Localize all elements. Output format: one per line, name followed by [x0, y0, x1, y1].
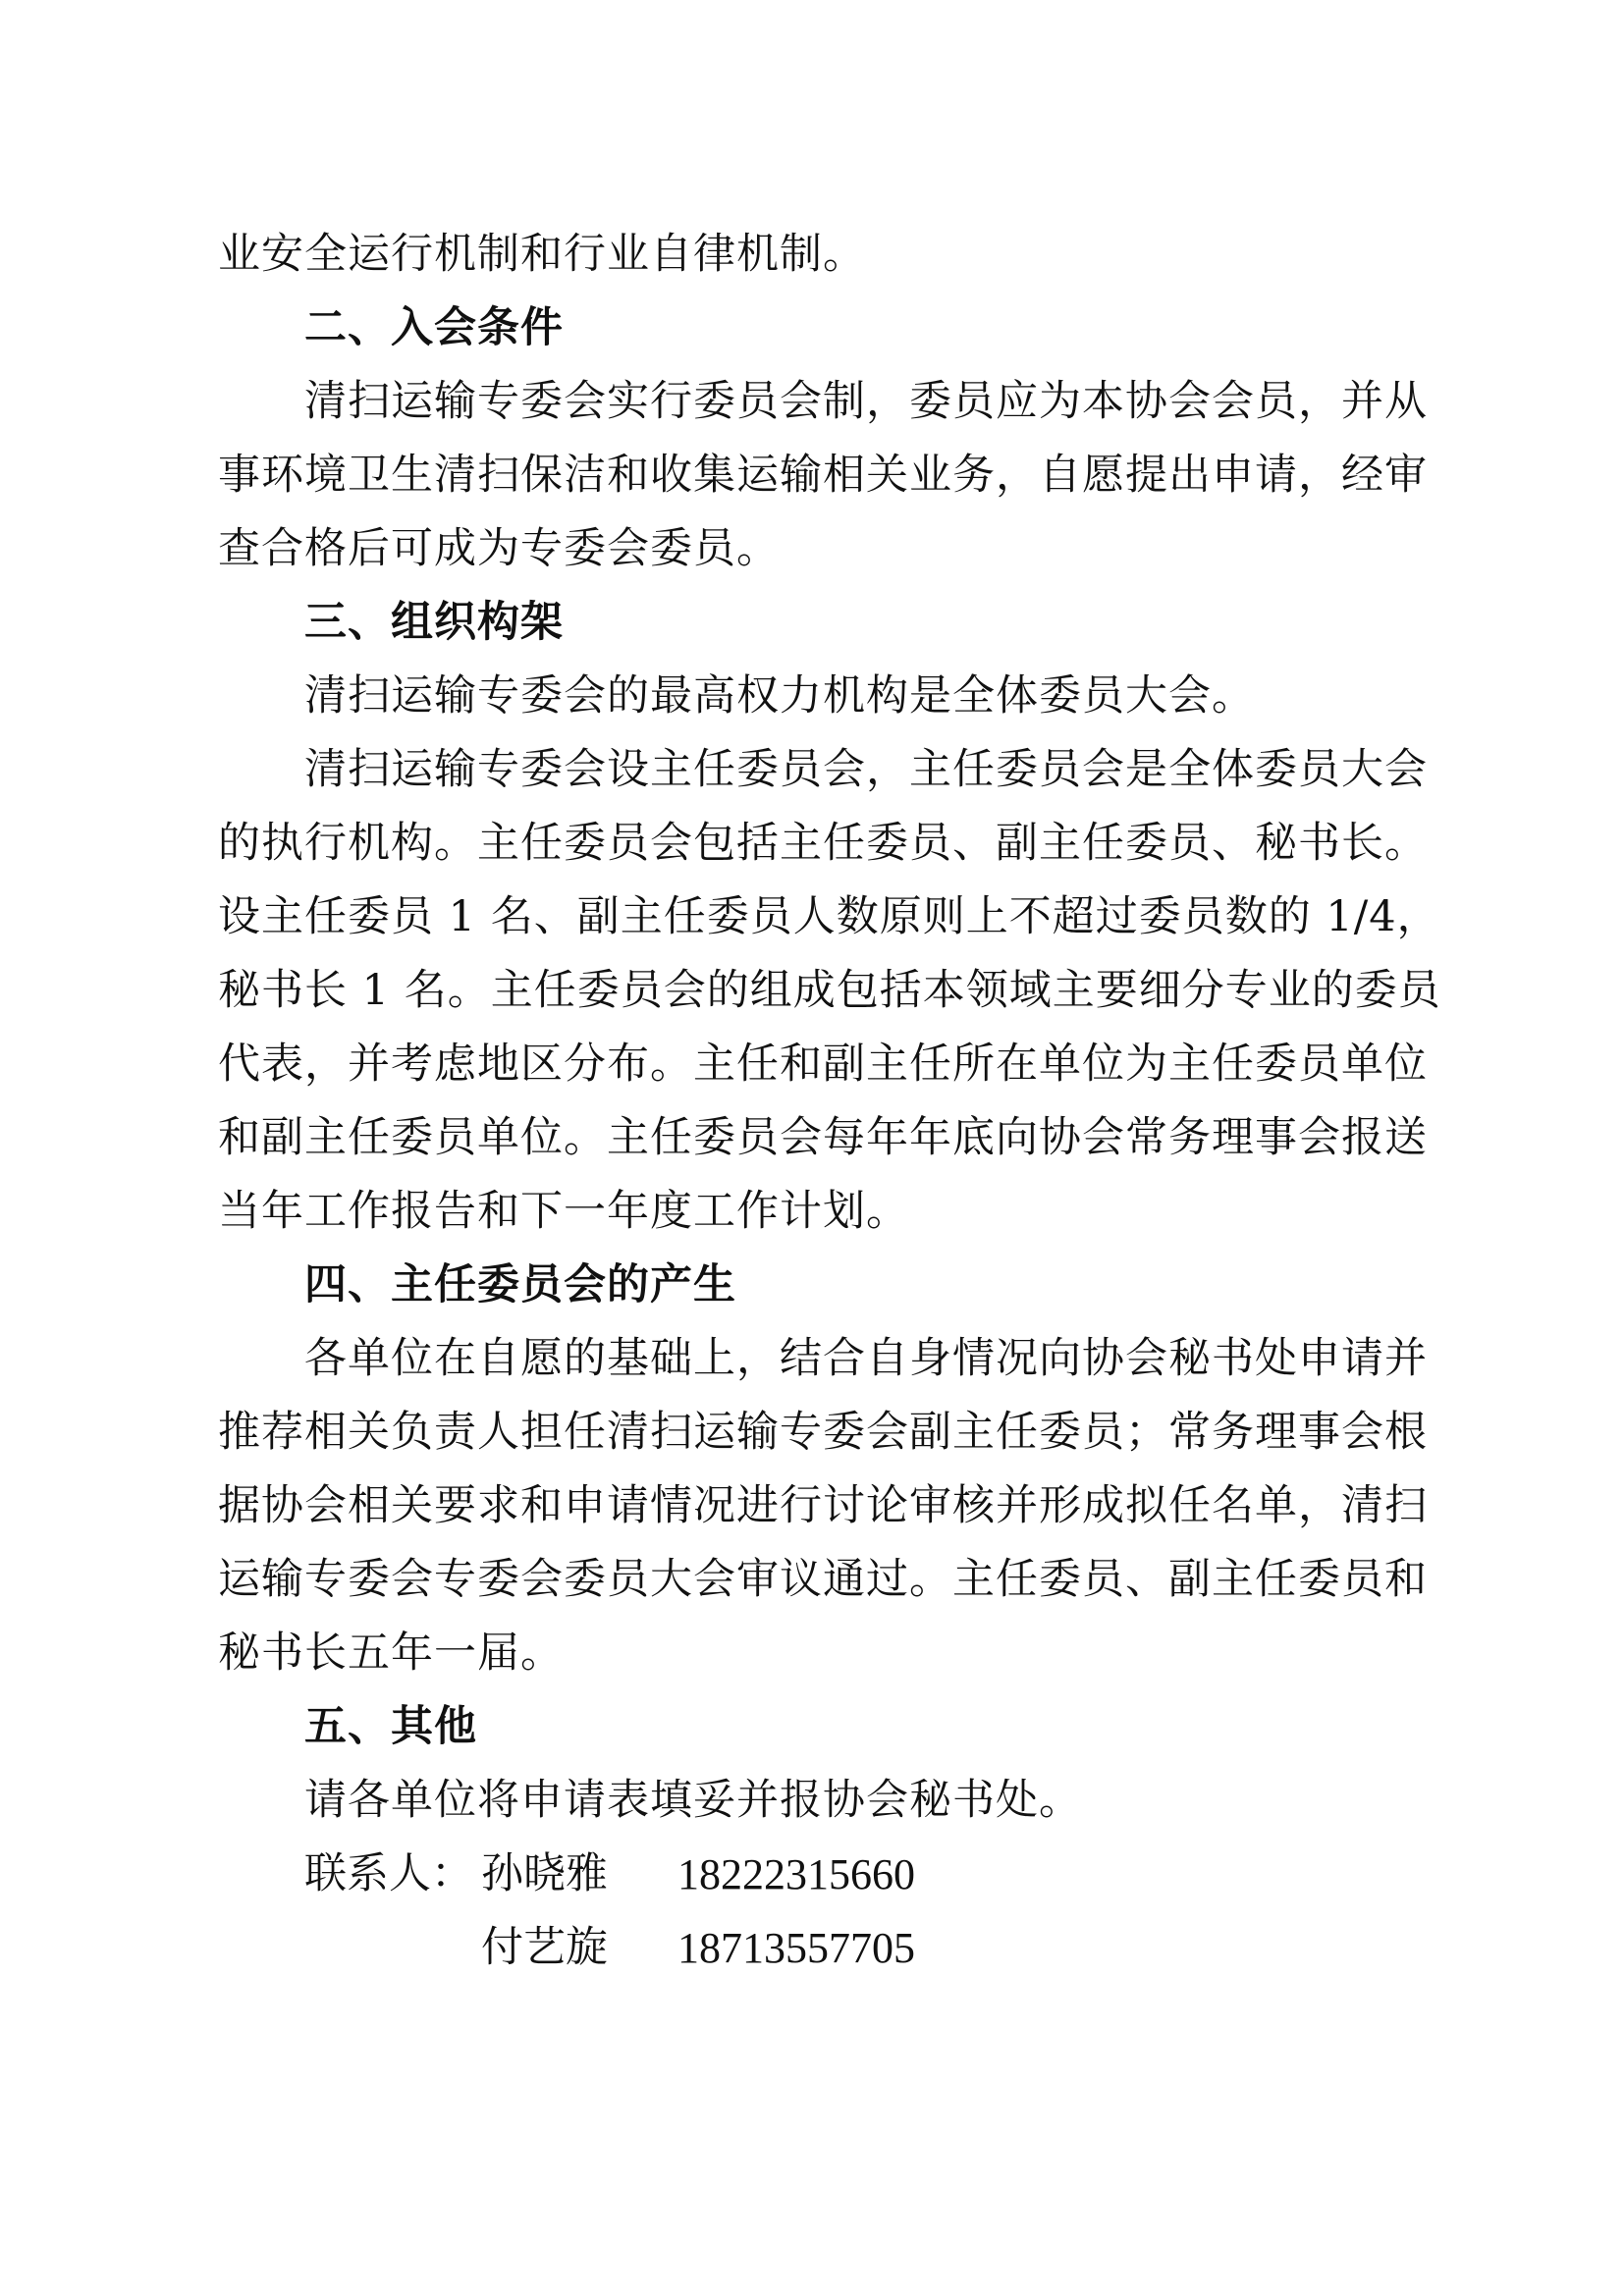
section-heading-committee-formation: 四、主任委员会的产生 [304, 1260, 736, 1309]
body-text-line: 清扫运输专委会实行委员会制，委员应为本协会会员，并从 [304, 377, 1428, 426]
body-text-line: 各单位在自愿的基础上，结合自身情况向协会秘书处申请并 [304, 1334, 1428, 1383]
body-text-line: 的执行机构。主任委员会包括主任委员、副主任委员、秘书长。 [218, 819, 1428, 868]
body-text-line: 推荐相关负责人担任清扫运输专委会副主任委员；常务理事会根 [218, 1408, 1428, 1457]
section-heading-membership: 二、入会条件 [304, 303, 564, 352]
body-text-line: 和副主任委员单位。主任委员会每年年底向协会常务理事会报送 [218, 1113, 1428, 1162]
body-text-line: 运输专委会专委会委员大会审议通过。主任委员、副主任委员和 [218, 1555, 1428, 1604]
section-heading-other: 五、其他 [304, 1702, 477, 1751]
section-heading-organization: 三、组织构架 [304, 598, 564, 647]
body-text-line: 代表，并考虑地区分布。主任和副主任所在单位为主任委员单位 [218, 1040, 1428, 1089]
body-text-line: 清扫运输专委会的最高权力机构是全体委员大会。 [304, 671, 1255, 721]
body-text-line: 据协会相关要求和申请情况进行讨论审核并形成拟任名单，清扫 [218, 1481, 1428, 1530]
contact-phone: 18713557705 [677, 1924, 915, 1972]
contact-name: 付艺旋 [481, 1923, 608, 1972]
contact-name: 孙晓雅 [481, 1849, 608, 1898]
body-text-line: 事环境卫生清扫保洁和收集运输相关业务，自愿提出申请，经审 [218, 451, 1428, 500]
body-text-line: 查合格后可成为专委会委员。 [218, 524, 780, 573]
body-text-line: 秘书长 1 名。主任委员会的组成包括本领域主要细分专业的委员 [218, 966, 1441, 1015]
body-text-line: 清扫运输专委会设主任委员会，主任委员会是全体委员大会 [304, 745, 1428, 794]
contact-phone: 18222315660 [677, 1850, 915, 1898]
body-text-line: 请各单位将申请表填妥并报协会秘书处。 [304, 1776, 1082, 1825]
body-text-line: 业安全运行机制和行业自律机制。 [218, 230, 866, 279]
body-text-line: 设主任委员 1 名、副主任委员人数原则上不超过委员数的 1/4， [218, 892, 1440, 941]
contact-label: 联系人： [304, 1849, 473, 1898]
body-text-line: 当年工作报告和下一年度工作计划。 [218, 1187, 909, 1236]
body-text-line: 秘书长五年一届。 [218, 1629, 564, 1678]
